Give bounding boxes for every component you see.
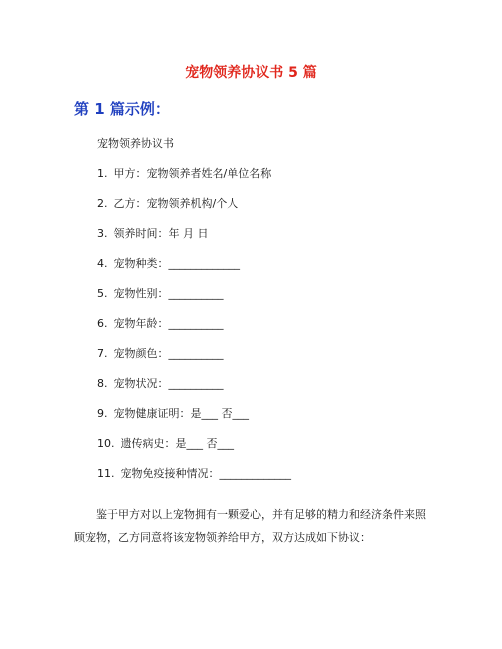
clause-text: 宠物种类：_____________: [113, 257, 240, 270]
clause-item: [97, 466, 291, 496]
clause-item: [97, 286, 291, 316]
clause-number: 1.: [97, 167, 108, 180]
clause-item: [97, 316, 291, 346]
clause-text: 遗传病史：是___ 否___: [120, 437, 234, 450]
clause-text: 宠物状况：__________: [113, 377, 224, 390]
clause-number: 4.: [97, 257, 108, 270]
section-heading: 第 1 篇示例：: [74, 100, 170, 118]
clause-item: [97, 256, 291, 286]
clause-text: 甲方：宠物领养者姓名/单位名称: [113, 167, 272, 180]
clause-item: [97, 196, 291, 226]
clause-number: 10.: [97, 437, 115, 450]
clause-text: 宠物免疫接种情况：_____________: [120, 467, 291, 480]
clause-number: 2.: [97, 197, 108, 210]
clause-text: 宠物年龄：__________: [113, 317, 224, 330]
clause-item: [97, 376, 291, 406]
clause-number: 7.: [97, 347, 108, 360]
clause-number: 8.: [97, 377, 108, 390]
clause-text: 领养时间：年 月 日: [113, 227, 209, 240]
clause-item: [97, 406, 291, 436]
document-title: 宠物领养协议书 5 篇: [185, 65, 317, 81]
clause-text: 宠物性别：__________: [113, 287, 224, 300]
clause-item: [97, 166, 291, 196]
clause-number: 3.: [97, 227, 108, 240]
clause-item: [97, 346, 291, 376]
clause-list: [97, 166, 291, 496]
agreement-preamble: 鉴于甲方对以上宠物拥有一颗爱心，并有足够的精力和经济条件来照顾宠物，乙方同意将该宠物领养给甲方，双方达成如下协议：: [74, 508, 426, 544]
clause-text: 宠物颜色：__________: [113, 347, 224, 360]
clause-text: 宠物健康证明：是___ 否___: [113, 407, 249, 420]
clause-number: 11.: [97, 467, 115, 480]
clause-number: 5.: [97, 287, 108, 300]
clause-number: 9.: [97, 407, 108, 420]
clause-number: 6.: [97, 317, 108, 330]
clause-text: 乙方：宠物领养机构/个人: [113, 197, 239, 210]
agreement-subtitle: 宠物领养协议书: [97, 137, 174, 150]
clause-item: [97, 436, 291, 466]
clause-item: [97, 226, 291, 256]
